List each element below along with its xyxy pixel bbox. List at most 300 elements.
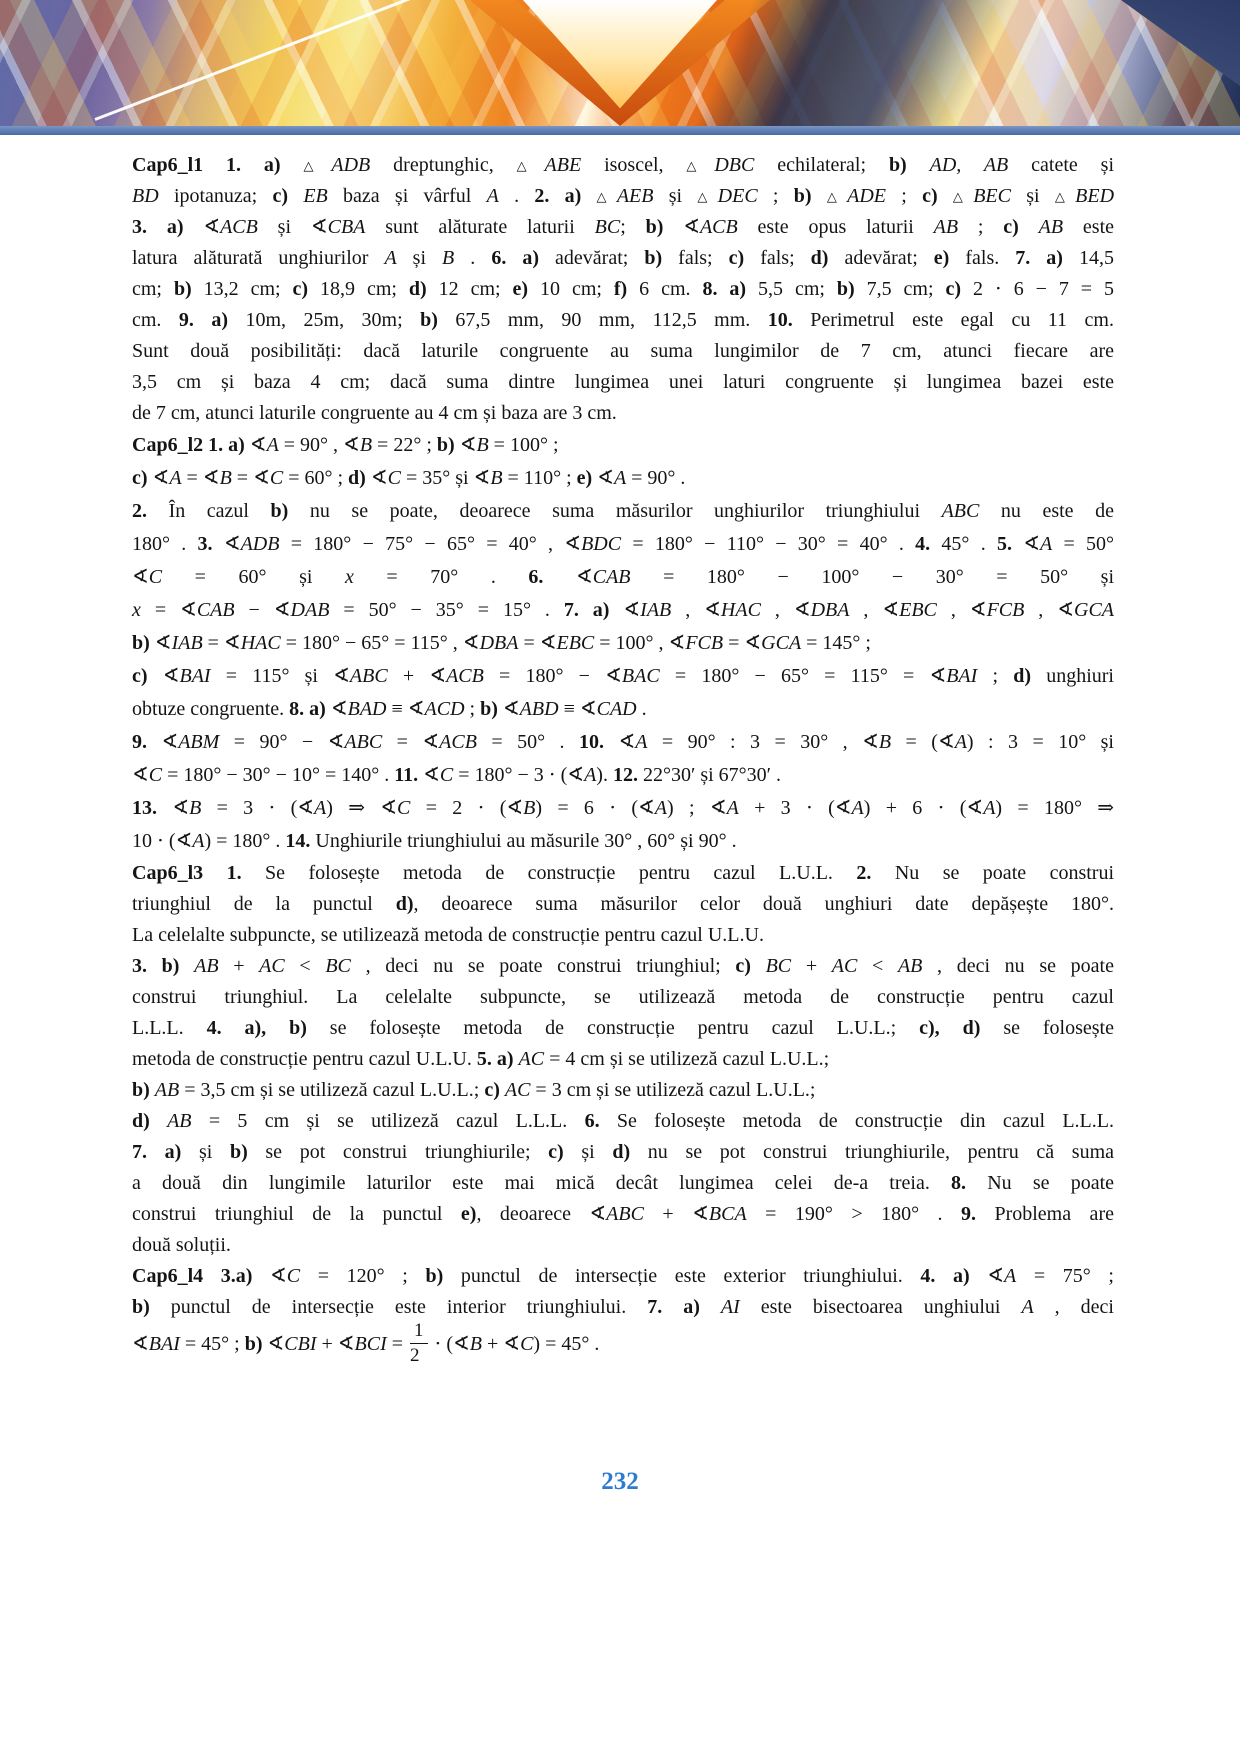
math-italic-run: AC xyxy=(504,1079,531,1101)
bold-run: b) xyxy=(644,247,679,269)
math-italic-run: AB xyxy=(897,955,923,977)
text-run: Se folosește metoda de construcție din cazul L.L.L. xyxy=(616,1110,1114,1132)
bold-run: c) xyxy=(548,1141,582,1163)
bold-run: c) xyxy=(922,185,953,207)
text-run: ∢ xyxy=(502,698,520,720)
text-run: = 180° − 30° − 10° = 140° . xyxy=(162,764,395,786)
text-run: și xyxy=(198,1141,230,1163)
bold-run: 6. xyxy=(584,1110,617,1132)
text-run: este opus laturii xyxy=(737,216,934,238)
text-run: = 100° ; xyxy=(488,434,559,456)
bold-run: 6. xyxy=(528,566,576,588)
text-run: ≡ ∢ xyxy=(558,698,597,720)
math-italic-run: ABC xyxy=(606,1203,644,1225)
text-run: metoda de construcție pentru cazul U.L.U. xyxy=(132,1048,477,1070)
math-italic-run: C xyxy=(387,467,401,489)
bold-run: d) xyxy=(132,1110,168,1132)
triangle-icon: △ xyxy=(1054,189,1076,204)
math-italic-run: ACD xyxy=(424,698,465,720)
text-run: ) ⇒ ∢ xyxy=(326,797,398,819)
bold-run: c) xyxy=(132,467,153,489)
text-run: se folosește xyxy=(1003,1017,1114,1039)
math-italic-run: BC xyxy=(594,216,621,238)
text-run: nu este de xyxy=(979,500,1114,522)
bold-run: c) xyxy=(272,185,304,207)
math-italic-run: ABM xyxy=(178,731,220,753)
text-line xyxy=(132,1137,1114,1168)
text-run: este bisectoarea unghiului xyxy=(739,1296,1022,1318)
math-italic-run: DBA xyxy=(810,599,850,621)
math-italic-run: C xyxy=(148,764,163,786)
text-run: ipotanuza; xyxy=(158,185,273,207)
math-italic-run: FCB xyxy=(986,599,1025,621)
math-italic-run: AB xyxy=(1038,216,1064,238)
text-line xyxy=(132,594,1114,627)
math-italic-run: GCA xyxy=(761,632,802,654)
text-line xyxy=(132,561,1114,594)
text-run: + ∢ xyxy=(643,1203,709,1225)
bold-run: b) xyxy=(229,1141,266,1163)
text-run: ∢ xyxy=(203,216,221,238)
bold-run: 3. a) xyxy=(132,216,204,238)
bold-run: e) xyxy=(933,247,966,269)
math-italic-run: B xyxy=(359,434,373,456)
bold-run: b) xyxy=(888,154,930,176)
text-run: = 90° , ∢ xyxy=(278,434,360,456)
math-italic-run: A xyxy=(266,434,279,456)
text-line xyxy=(132,1230,1114,1261)
math-italic-run: ABC xyxy=(349,665,388,687)
math-italic-run: BAC xyxy=(621,665,660,687)
text-run: fals; xyxy=(678,247,729,269)
text-line xyxy=(132,627,1114,660)
math-italic-run: EB xyxy=(303,185,328,207)
text-run: = 35° și ∢ xyxy=(400,467,491,489)
bold-run: c) xyxy=(945,278,973,300)
text-run: 45° . xyxy=(941,533,997,555)
math-italic-run: A xyxy=(635,731,648,753)
text-run: , ∢ xyxy=(671,599,721,621)
triangle-icon: △ xyxy=(826,189,848,204)
text-run: și xyxy=(396,247,443,269)
text-run: = 180° − 3 ⋅ (∢ xyxy=(453,764,585,786)
triangle-icon: △ xyxy=(686,158,715,173)
bold-run: d) xyxy=(348,467,371,489)
text-run: = 180° − 75° − 65° = 40° , ∢ xyxy=(279,533,582,555)
bold-run: c) xyxy=(735,955,766,977)
math-italic-run: AD, AB xyxy=(929,154,1009,176)
text-run: de 7 cm, atunci laturile congruente au 4 cm și baza are 3 cm. xyxy=(132,402,617,424)
math-italic-run: HAC xyxy=(720,599,761,621)
text-run: a două din lungimile laturilor este mai mică decât lungimea celei de-a treia. xyxy=(132,1172,952,1194)
triangle-icon: △ xyxy=(697,189,718,204)
bold-run: d) xyxy=(408,278,439,300)
text-line xyxy=(132,858,1114,889)
text-run: construi triunghiul de la punctul xyxy=(132,1203,461,1225)
text-run: se pot construi triunghiurile; xyxy=(265,1141,549,1163)
math-italic-run: ACB xyxy=(439,731,477,753)
bold-run: c) xyxy=(484,1079,505,1101)
text-column xyxy=(132,150,1114,1368)
bold-run: b) xyxy=(420,309,456,331)
math-italic-run: AB xyxy=(194,955,219,977)
text-run: = 115° și ∢ xyxy=(210,665,350,687)
text-run: , ∢ xyxy=(1024,599,1074,621)
triangle-icon: △ xyxy=(516,158,545,173)
text-line xyxy=(132,825,1114,858)
text-run: = 70° . xyxy=(353,566,529,588)
text-run: 5,5 cm; xyxy=(758,278,837,300)
text-run: − ∢ xyxy=(234,599,291,621)
text-run: se folosește metoda de construcție pentru cazul L.U.L.; xyxy=(329,1017,920,1039)
math-italic-run: AC xyxy=(831,955,858,977)
text-run: = 90° . xyxy=(626,467,686,489)
math-italic-run: B xyxy=(878,731,892,753)
math-italic-run: BD xyxy=(132,185,159,207)
text-run: ; xyxy=(886,185,923,207)
math-italic-run: ACB xyxy=(446,665,484,687)
math-italic-run: FCB xyxy=(685,632,724,654)
text-run: = 180° − 65° = 115° = ∢ xyxy=(659,665,947,687)
bold-run: b) xyxy=(436,434,460,456)
math-italic-run: BAD xyxy=(347,698,387,720)
text-run: 13,2 cm; xyxy=(203,278,293,300)
bold-run: 9. a) xyxy=(178,309,246,331)
math-italic-run: B xyxy=(476,434,489,456)
text-run: L.L.L. xyxy=(132,1017,207,1039)
text-run: echilateral; xyxy=(754,154,889,176)
text-run: 22°30′ și 67°30′ . xyxy=(642,764,782,786)
text-run: ) = 45° . xyxy=(533,1333,600,1356)
text-run: = 60° ; xyxy=(283,467,349,489)
text-run: = xyxy=(386,1333,409,1356)
text-run: = 22° ; xyxy=(372,434,437,456)
math-italic-run: ADB xyxy=(331,154,371,176)
text-run: ∢ xyxy=(1023,533,1041,555)
text-run: ∢ xyxy=(575,566,593,588)
bold-run: b) xyxy=(645,216,684,238)
text-run: este xyxy=(1063,216,1115,238)
math-italic-run: A xyxy=(954,731,967,753)
bold-run: 8. xyxy=(951,1172,988,1194)
math-italic-run: A xyxy=(654,797,667,819)
math-italic-run: B xyxy=(219,467,232,489)
math-italic-run: A xyxy=(169,467,182,489)
math-italic-run: AEB xyxy=(616,185,654,207)
text-run: . xyxy=(454,247,492,269)
text-run: = 50° . xyxy=(476,731,579,753)
math-italic-run: ABD xyxy=(519,698,559,720)
text-run: . xyxy=(498,185,535,207)
text-run: Nu se poate construi xyxy=(894,862,1115,884)
math-italic-run: C xyxy=(439,764,454,786)
math-italic-run: B xyxy=(469,1333,483,1356)
bold-run: e) xyxy=(460,1203,477,1225)
text-run: 7,5 cm; xyxy=(866,278,946,300)
text-run: = 190° > 180° . xyxy=(746,1203,961,1225)
text-run: 3,5 cm și baza 4 cm; dacă suma dintre lungimea unei laturi congruente și lungimea bazei este xyxy=(132,371,1114,393)
text-run: = 75° ; xyxy=(1016,1265,1114,1287)
text-line xyxy=(132,1320,1114,1368)
bold-run: c) xyxy=(292,278,321,300)
text-run: ; xyxy=(464,698,481,720)
bold-run: 7. a) xyxy=(647,1296,721,1318)
bold-run: Cap6_l3 1. xyxy=(132,862,266,884)
bold-run: 14. xyxy=(285,830,316,852)
bold-run: 5. a) xyxy=(476,1048,519,1070)
bold-run: b) xyxy=(793,185,827,207)
text-run: ∢ xyxy=(249,434,267,456)
bold-run: 13. xyxy=(132,797,173,819)
text-run: = 50° xyxy=(1052,533,1115,555)
bold-run: 7. a) xyxy=(132,1141,199,1163)
math-italic-run: C xyxy=(148,566,163,588)
math-italic-run: AC xyxy=(259,955,285,977)
text-run: , ∢ xyxy=(849,599,900,621)
math-italic-run: CAB xyxy=(592,566,631,588)
text-run: cm; xyxy=(132,278,174,300)
text-line xyxy=(132,528,1114,561)
math-italic-run: BAI xyxy=(946,665,978,687)
math-italic-run: A xyxy=(726,797,739,819)
text-run: unghiuri xyxy=(1046,665,1114,687)
text-run: ∢ xyxy=(132,764,149,786)
text-run: ∢ xyxy=(132,566,149,588)
math-italic-run: BEC xyxy=(973,185,1011,207)
text-run: La celelalte subpuncte, se utilizează metoda de construcție pentru cazul U.L.U. xyxy=(132,924,764,946)
text-line xyxy=(132,982,1114,1013)
math-italic-run: ABC xyxy=(344,731,383,753)
math-italic-run: A xyxy=(983,797,996,819)
math-italic-run: A xyxy=(584,764,597,786)
text-run: și xyxy=(1010,185,1055,207)
banner-dark-band xyxy=(0,0,1240,126)
math-italic-run: DEC xyxy=(717,185,758,207)
text-run: ∢ xyxy=(683,216,700,238)
text-run: = 180° − ∢ xyxy=(483,665,622,687)
text-run: = 3 ⋅ (∢ xyxy=(201,797,315,819)
text-run: nu se pot construi triunghiurile, pentru că suma xyxy=(647,1141,1115,1163)
math-italic-run: ADE xyxy=(847,185,886,207)
text-run: catete și xyxy=(1008,154,1115,176)
text-run: + xyxy=(791,955,832,977)
bold-run: 9. xyxy=(960,1203,995,1225)
bold-run: b) xyxy=(173,278,204,300)
text-line xyxy=(132,889,1114,920)
math-italic-run: A xyxy=(1021,1296,1034,1318)
triangle-icon: △ xyxy=(596,189,617,204)
text-run: = ∢ xyxy=(518,632,557,654)
text-run: construi triunghiul. La celelalte subpuncte, se utilizează metoda de construcție pentru cazul xyxy=(132,986,1114,1008)
bold-run: 12. xyxy=(612,764,643,786)
math-italic-run: ADB xyxy=(240,533,280,555)
text-run: , deoarece ∢ xyxy=(476,1203,607,1225)
text-run: = 90° − ∢ xyxy=(219,731,345,753)
header-divider-bar xyxy=(0,126,1240,135)
text-run: = ∢ xyxy=(723,632,762,654)
bold-run: 3. xyxy=(197,533,224,555)
text-run: baza și vârful xyxy=(327,185,487,207)
text-run: sunt alăturate laturii xyxy=(365,216,595,238)
decorative-banner xyxy=(0,0,1240,126)
math-italic-run: x xyxy=(344,566,354,588)
text-run: + ∢ xyxy=(482,1333,521,1356)
math-italic-run: BC xyxy=(765,955,792,977)
math-italic-run: C xyxy=(269,467,284,489)
math-italic-run: BAI xyxy=(179,665,211,687)
text-line xyxy=(132,951,1114,982)
math-italic-run: AI xyxy=(720,1296,740,1318)
text-run: = 3 cm și se utilizeză cazul L.U.L.; xyxy=(530,1079,816,1101)
math-italic-run: EBC xyxy=(556,632,595,654)
bold-run: 2. xyxy=(856,862,895,884)
text-run: dreptunghic, xyxy=(370,154,517,176)
math-italic-run: C xyxy=(520,1333,534,1356)
text-run: ) + 6 ⋅ (∢ xyxy=(863,797,984,819)
text-run: = 120° ; xyxy=(300,1265,426,1287)
math-italic-run: GCA xyxy=(1074,599,1114,621)
text-run: Se folosește metoda de construcție pentru cazul L.U.L. xyxy=(265,862,857,884)
text-run: ; xyxy=(977,665,1014,687)
text-run: 6 cm. xyxy=(639,278,703,300)
math-italic-run: BCI xyxy=(354,1333,387,1356)
text-run: ∢ xyxy=(161,731,179,753)
math-italic-run: CAD xyxy=(596,698,637,720)
text-run: isoscel, xyxy=(581,154,687,176)
text-run: ∢ xyxy=(267,1333,285,1356)
text-run: = 4 cm și se utilizeză cazul L.U.L.; xyxy=(544,1048,830,1070)
text-run: În cazul xyxy=(168,500,271,522)
math-italic-run: AB xyxy=(167,1110,192,1132)
bold-run: d) xyxy=(395,893,414,915)
text-run: ∢ xyxy=(270,1265,287,1287)
text-run: și xyxy=(653,185,698,207)
bold-run: 10. xyxy=(579,731,619,753)
text-run: 18,9 cm; xyxy=(320,278,409,300)
text-line xyxy=(132,1013,1114,1044)
text-run: ∢ xyxy=(154,632,172,654)
math-italic-run: BED xyxy=(1075,185,1115,207)
bold-run: b) xyxy=(836,278,867,300)
text-run: cm. xyxy=(132,309,179,331)
math-italic-run: B xyxy=(523,797,536,819)
text-run: = ∢ xyxy=(140,599,197,621)
text-run: = 180° − 110° − 30° = 40° . xyxy=(621,533,916,555)
text-line xyxy=(132,1106,1114,1137)
text-run: , deci xyxy=(1033,1296,1114,1318)
math-italic-run: EBC xyxy=(899,599,937,621)
bold-run: d) xyxy=(612,1141,648,1163)
text-run: ∢ xyxy=(987,1265,1005,1287)
bold-run: 8. a) xyxy=(702,278,758,300)
bold-run: 3. b) xyxy=(132,955,195,977)
math-italic-run: DBC xyxy=(714,154,755,176)
text-run: ). xyxy=(596,764,613,786)
text-run: = ∢ xyxy=(231,467,270,489)
bold-run: Cap6_l2 1. a) xyxy=(132,434,250,456)
text-line xyxy=(132,367,1114,398)
text-line xyxy=(132,336,1114,367)
bold-run: 6. a) xyxy=(491,247,556,269)
bold-run: c) xyxy=(1003,216,1039,238)
text-line xyxy=(132,274,1114,305)
text-run: latura alăturată unghiurilor xyxy=(132,247,385,269)
bold-run: b) xyxy=(132,632,155,654)
text-run: ∢ xyxy=(152,467,170,489)
text-line xyxy=(132,462,1114,495)
bold-run: Cap6_l1 1. a) xyxy=(132,154,304,176)
text-line xyxy=(132,1044,1114,1075)
bold-run: b) xyxy=(244,1333,268,1356)
text-run: + xyxy=(218,955,260,977)
text-run: 14,5 xyxy=(1078,247,1114,269)
text-line xyxy=(132,1075,1114,1106)
math-italic-run: AB xyxy=(933,216,959,238)
text-line xyxy=(132,792,1114,825)
bold-run: 7. a) xyxy=(1015,247,1079,269)
text-run: ; xyxy=(958,216,1004,238)
bold-run: b) xyxy=(132,1079,155,1101)
math-italic-run: x xyxy=(132,599,141,621)
math-italic-run: B xyxy=(490,467,503,489)
text-run: adevărat; xyxy=(555,247,645,269)
text-run: Sunt două posibilități: dacă laturile congruente au suma lungimilor de 7 cm, atunci fiecare are xyxy=(132,340,1114,362)
fraction: $\frac{1}{2}$ xyxy=(410,1321,428,1366)
text-run: ) : 3 = 10° și xyxy=(966,731,1114,753)
text-run: Perimetrul este egal cu 11 cm. xyxy=(810,309,1114,331)
text-run: ∢ xyxy=(132,1333,149,1356)
math-italic-run: AC xyxy=(518,1048,545,1070)
text-line xyxy=(132,1199,1114,1230)
text-run: = 45° ; xyxy=(179,1333,245,1356)
text-run: și xyxy=(581,1141,613,1163)
math-italic-run: BC xyxy=(325,955,351,977)
text-run: 2 ⋅ 6 − 7 = 5 xyxy=(972,278,1114,300)
text-run: + ∢ xyxy=(387,665,447,687)
text-run: fals; xyxy=(760,247,811,269)
text-run: = 5 cm și se utilizeză cazul L.L.L. xyxy=(191,1110,585,1132)
math-italic-run: CBI xyxy=(284,1333,317,1356)
bold-run: b) xyxy=(480,698,503,720)
math-italic-run: B xyxy=(189,797,202,819)
bold-run: e) xyxy=(576,467,598,489)
text-run: < xyxy=(857,955,898,977)
text-run: două soluții. xyxy=(132,1234,231,1256)
math-italic-run: ACB xyxy=(220,216,258,238)
text-run: = 180° − 65° = 115° , ∢ xyxy=(280,632,480,654)
math-italic-run: DAB xyxy=(290,599,330,621)
text-line xyxy=(132,693,1114,726)
text-run: + 3 ⋅ (∢ xyxy=(738,797,852,819)
math-italic-run: DBA xyxy=(479,632,519,654)
text-run: ∢ xyxy=(459,434,477,456)
text-run: = 2 ⋅ (∢ xyxy=(410,797,524,819)
text-run: ∢ xyxy=(623,599,641,621)
text-run: , ∢ xyxy=(936,599,987,621)
text-run: < xyxy=(284,955,326,977)
bold-run: 4. xyxy=(915,533,942,555)
text-line xyxy=(132,1292,1114,1323)
math-italic-run: CBA xyxy=(327,216,366,238)
text-run: = ∢ xyxy=(382,731,440,753)
text-run: ) = 180° ⇒ xyxy=(995,797,1115,819)
text-run: Unghiurile triunghiului au măsurile 30° , 60° și 90° . xyxy=(315,830,737,852)
math-italic-run: C xyxy=(397,797,411,819)
text-run: + ∢ xyxy=(316,1333,355,1356)
text-run: ; xyxy=(620,216,646,238)
bold-run: b) xyxy=(425,1265,461,1287)
text-run: obtuze congruente. xyxy=(132,698,290,720)
